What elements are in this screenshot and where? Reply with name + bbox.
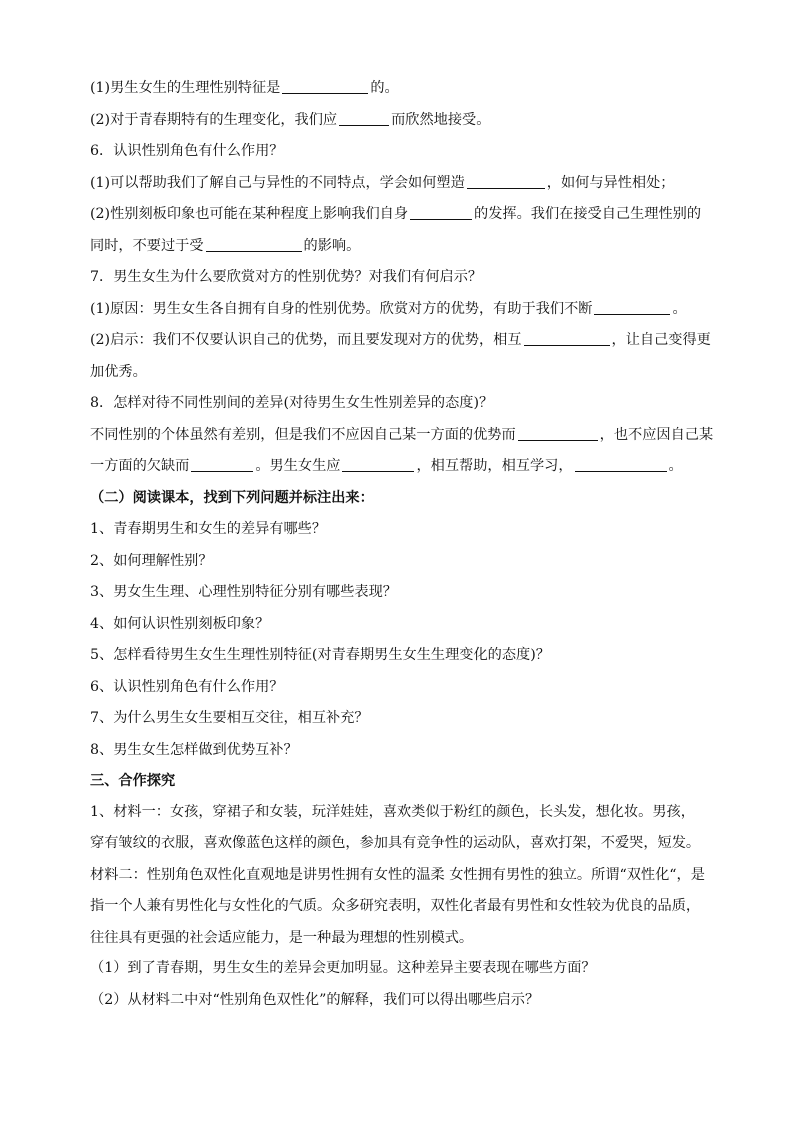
- answer-blank[interactable]: [594, 300, 670, 315]
- material-one: 1、材料一：女孩，穿裙子和女装，玩洋娃娃，喜欢类似于粉红的颜色，长头发，想化妆。男孩，穿有皱纹的衣服，喜欢像蓝色这样的颜色，参加具有竞争性的运动队，喜欢打架，不爱哭，短发。: [90, 803, 701, 851]
- answer-blank[interactable]: [282, 79, 368, 94]
- document-page: [90, 78, 714, 1021]
- fill-line-12: 不同性别的个体虽然有差别，但是我们不应因自己某一方面的优势而 ，也不应因自己某: [90, 426, 714, 443]
- list-item: 5、怎样看待男生女生生理性别特征(对青春期男生女生生理变化的态度)？: [90, 647, 550, 663]
- fill-line-13: 一方面的欠缺而 。男生女生应 ，相互帮助，相互学习， 。: [90, 458, 683, 474]
- answer-blank[interactable]: [575, 457, 667, 472]
- fill-line-9: (2)启示：我们不仅要认识自己的优势，而且要发现对方的优势，相互 ，让自己变得更: [90, 332, 711, 348]
- list-item: 3、男女生生理、心理性别特征分别有哪些表现？: [90, 584, 397, 600]
- fill-line-1: (1)男生女生的生理性别特征是 的。: [90, 80, 399, 96]
- question-heading-6: 6．认识性别角色有什么作用？: [90, 143, 284, 159]
- sub-question-2: （2）从材料二中对“性别角色双性化”的解释，我们可以得出哪些启示？: [90, 991, 540, 1008]
- answer-blank[interactable]: [467, 174, 545, 189]
- fill-line-5: (2)性别刻板印象也可能在某种程度上影响我们自身 的发挥。我们在接受自己生理性别的: [90, 206, 702, 222]
- fill-line-8: (1)原因：男生女生各自拥有自身的性别优势。欣赏对方的优势，有助于我们不断 。: [90, 300, 687, 317]
- question-heading-7: 7．男生女生为什么要欣赏对方的性别优势？对我们有何启示？: [90, 269, 483, 285]
- sub-question-1: （1）到了青春期，男生女生的差异会更加明显。这种差异主要表现在哪些方面？: [90, 960, 596, 976]
- question-heading-8: 8．怎样对待不同性别间的差异(对待男生女生性别差异的态度)？: [90, 395, 494, 411]
- list-item: 7、为什么男生女生要相互交往，相互补充？: [90, 710, 369, 726]
- material-two: 材料二：性别角色双性化直观地是讲男性拥有女性的温柔 女性拥有男性的独立。所谓“双性化“，是指一个人兼有男性化与女性化的气质。众多研究表明，双性化者最有男性和女性较为优良的品质，往往具有更强的社会适应能力，是一种最为理想的性别模式。: [90, 866, 705, 946]
- fill-line-2: (2)对于青春期特有的生理变化，我们应 而欣然地接受。: [90, 111, 491, 128]
- fill-line-4: (1)可以帮助我们了解自己与异性的不同特点，学会如何塑造 ，如何与异性相处；: [90, 174, 675, 191]
- answer-blank[interactable]: [206, 237, 302, 252]
- answer-blank[interactable]: [339, 111, 389, 126]
- list-item: 2、如何理解性别？: [90, 552, 213, 569]
- list-item: 6、认识性别角色有什么作用？: [90, 678, 284, 695]
- answer-blank[interactable]: [524, 331, 610, 346]
- text-line-10: 加优秀。: [90, 363, 147, 380]
- answer-blank[interactable]: [342, 457, 414, 472]
- answer-blank[interactable]: [518, 426, 598, 441]
- list-item: 1、青春期男生和女生的差异有哪些？: [90, 521, 327, 537]
- list-item: 8、男生女生怎样做到优势互补？: [90, 741, 298, 758]
- answer-blank[interactable]: [410, 205, 472, 220]
- list-item: 4、如何认识性别刻板印象？: [90, 615, 270, 632]
- answer-blank[interactable]: [191, 457, 253, 472]
- fill-line-6: 同时，不要过于受 的影响。: [90, 237, 361, 254]
- section-heading-cooperation: 三、合作探究: [90, 773, 176, 789]
- section-heading-reading: （二）阅读课本，找到下列问题并标注出来：: [90, 489, 374, 506]
